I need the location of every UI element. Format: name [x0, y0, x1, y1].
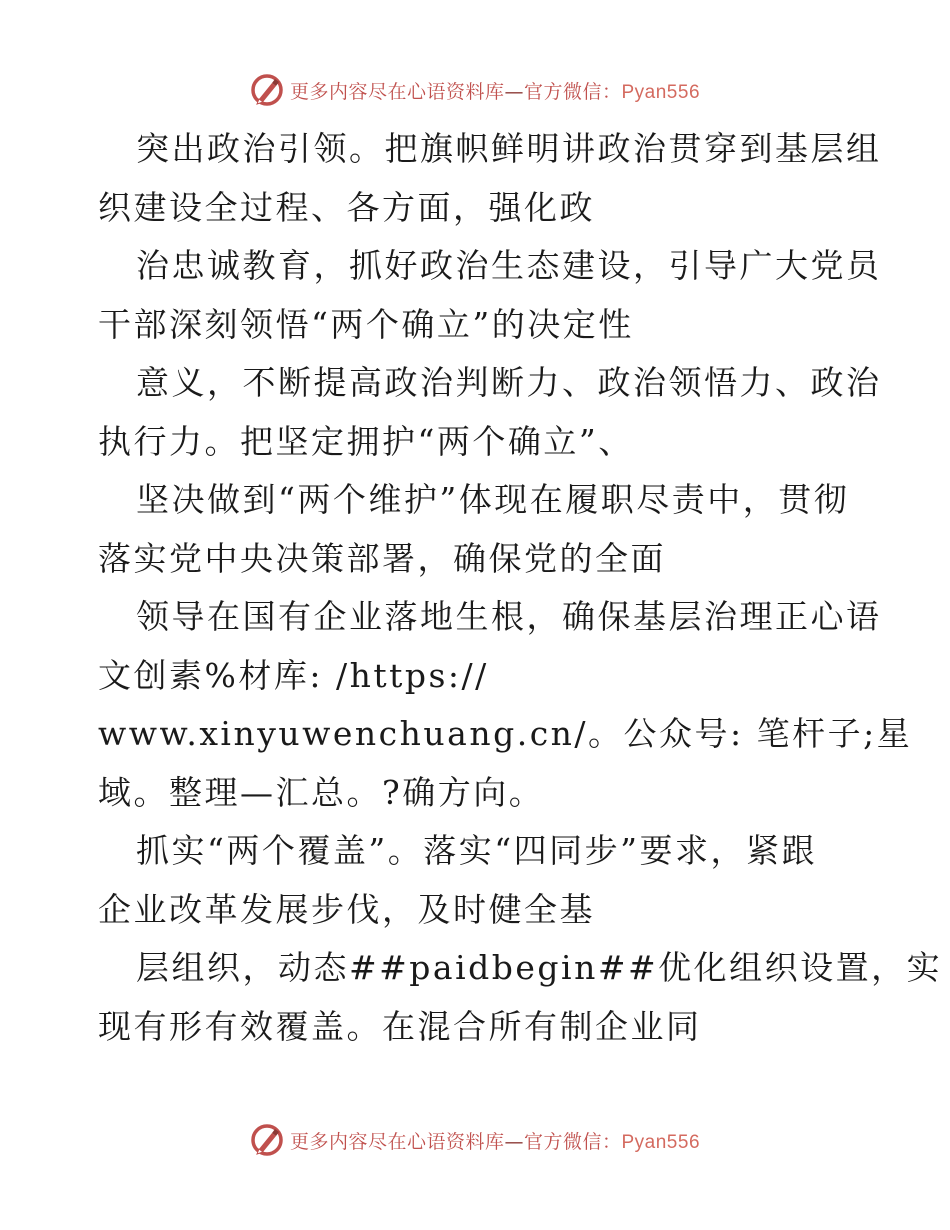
- body-line: 文创素%材库: /https://: [98, 655, 489, 695]
- footer-brand-text: 更多内容尽在心语资料库: [289, 1130, 505, 1153]
- body-line: 坚决做到“两个维护”体现在履职尽责中，贯彻: [136, 480, 850, 519]
- header-wechat-label: 官方微信：: [523, 80, 622, 103]
- body-line: 层组织，动态##paidbegin##优化组织设置，实: [136, 948, 943, 987]
- body-line: 领导在国有企业落地生根，确保基层治理正心语: [136, 597, 882, 636]
- body-line: 抓实“两个覆盖”。落实“四同步”要求，紧跟: [136, 831, 817, 870]
- body-line: www.xinyuwenchuang.cn/。公众号: 笔杆子;星: [98, 714, 913, 753]
- footer-banner-text: [290, 1127, 700, 1154]
- body-line: 企业改革发展步伐，及时健全基: [98, 889, 595, 929]
- body-line: 意义，不断提高政治判断力、政治领悟力、政治: [136, 363, 882, 402]
- header-brand-text: 更多内容尽在心语资料库: [289, 80, 505, 103]
- header-separator: —: [504, 80, 524, 103]
- header-banner-text: [290, 77, 700, 104]
- footer-separator: —: [504, 1130, 524, 1153]
- body-line: 现有形有效覆盖。在混合所有制企业同: [98, 1006, 702, 1046]
- footer-wechat-id: Pyan556: [621, 1131, 701, 1153]
- body-line: 执行力。把坚定拥护“两个确立”、: [98, 421, 634, 461]
- body-line: 域。整理—汇总。?确方向。: [98, 772, 545, 812]
- header-wechat-id: Pyan556: [621, 81, 701, 103]
- body-line: 突出政治引领。把旗帜鲜明讲政治贯穿到基层组: [136, 129, 882, 168]
- footer-banner: [0, 1120, 950, 1160]
- body-line: 治忠诚教育，抓好政治生态建设，引导广大党员: [136, 246, 882, 285]
- body-line: 织建设全过程、各方面，强化政: [98, 187, 595, 227]
- document-body: [98, 120, 943, 1056]
- header-banner: [0, 70, 950, 110]
- pen-logo-icon: [250, 1123, 284, 1157]
- pen-logo-icon: [250, 73, 284, 107]
- footer-wechat-label: 官方微信：: [523, 1130, 622, 1153]
- body-line: 干部深刻领悟“两个确立”的决定性: [98, 304, 634, 344]
- header-banner-inner: [250, 73, 700, 107]
- body-line: 落实党中央决策部署，确保党的全面: [98, 538, 666, 578]
- footer-banner-inner: [250, 1123, 700, 1157]
